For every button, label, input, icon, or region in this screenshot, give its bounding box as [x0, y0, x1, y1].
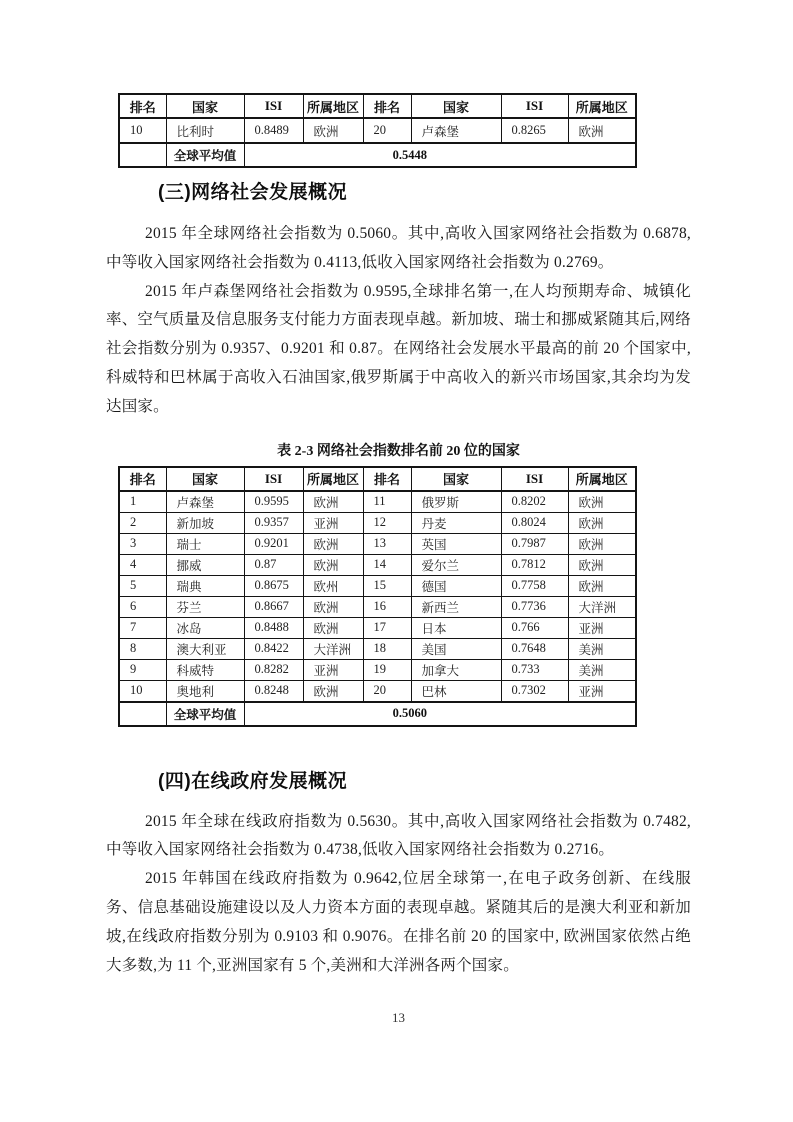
- table-row: [119, 596, 636, 617]
- table-cell: 10: [119, 680, 166, 702]
- table-cell: 0.8422: [244, 638, 303, 659]
- table-row: [119, 659, 636, 680]
- table-cell: 科威特: [166, 659, 244, 680]
- table-cell: 大洋洲: [303, 638, 363, 659]
- table-footer-empty-cell: [119, 702, 166, 726]
- table-cell: 欧洲: [303, 491, 363, 513]
- table-cell: 2: [119, 512, 166, 533]
- table-row: [119, 118, 636, 143]
- table-cell: 瑞典: [166, 575, 244, 596]
- table-header-cell: 排名: [119, 94, 166, 118]
- table-cell: 澳大利亚: [166, 638, 244, 659]
- table-cell: 欧洲: [303, 533, 363, 554]
- table-cell: 18: [363, 638, 411, 659]
- table-cell: 12: [363, 512, 411, 533]
- table-footer-row: [119, 702, 636, 726]
- table-cell: 巴林: [411, 680, 501, 702]
- table-header-cell: 所属地区: [568, 467, 636, 491]
- table-cell: 欧洲: [568, 533, 636, 554]
- table-row: [119, 638, 636, 659]
- section-4-paragraph-1: 2015 年全球在线政府指数为 0.5630。其中,高收入国家网络社会指数为 0.7482,中等收入国家网络社会指数为 0.4738,低收入国家网络社会指数为 0.2716。: [106, 812, 691, 859]
- table-cell: 6: [119, 596, 166, 617]
- table-cell: 俄罗斯: [411, 491, 501, 513]
- table-cell: 0.9201: [244, 533, 303, 554]
- table-row: [119, 491, 636, 513]
- table-row: [119, 680, 636, 702]
- section-3-paragraph-1: 2015 年全球网络社会指数为 0.5060。其中,高收入国家网络社会指数为 0.6878,中等收入国家网络社会指数为 0.4113,低收入国家网络社会指数为 0.2769。: [106, 225, 691, 271]
- table-footer-label: 全球平均值: [166, 702, 244, 726]
- table-header-cell: 所属地区: [303, 467, 363, 491]
- table-header-cell: 国家: [411, 467, 501, 491]
- table-cell: 13: [363, 533, 411, 554]
- isi-table: [118, 466, 637, 727]
- table-cell: 亚洲: [568, 617, 636, 638]
- table-cell: 卢森堡: [411, 118, 501, 143]
- table-cell: 0.8675: [244, 575, 303, 596]
- table-cell: 英国: [411, 533, 501, 554]
- table-header-cell: 国家: [166, 467, 244, 491]
- table-cell: 冰岛: [166, 617, 244, 638]
- table-cell: 欧洲: [568, 554, 636, 575]
- table-header-cell: 所属地区: [303, 94, 363, 118]
- table-cell: 0.8024: [501, 512, 568, 533]
- table-cell: 日本: [411, 617, 501, 638]
- table-header-cell: 排名: [119, 467, 166, 491]
- table-cell: 美洲: [568, 659, 636, 680]
- table-cell: 德国: [411, 575, 501, 596]
- table-footer-empty-cell: [119, 143, 166, 167]
- table-cell: 9: [119, 659, 166, 680]
- table-header-cell: 国家: [166, 94, 244, 118]
- table-cell: 0.87: [244, 554, 303, 575]
- table-cell: 0.8488: [244, 617, 303, 638]
- table-header-cell: ISI: [244, 467, 303, 491]
- table-2-3-caption: 表 2-3 网络社会指数排名前 20 位的国家: [277, 443, 520, 459]
- table-cell: 0.7302: [501, 680, 568, 702]
- section-3-paragraph-2: 2015 年卢森堡网络社会指数为 0.9595,全球排名第一,在人均预期寿命、城镇化率、空气质量及信息服务支付能力方面表现卓越。新加坡、瑞士和挪威紧随其后,网络社会指数分别为 0.9357、0.9201 和 0.87。在网络社会发展水平最高的前 20 个国家中,科威特和巴林属于高收入石油国家,俄罗斯属于中高收入的新兴市场国家,其余均为发达国家。: [106, 282, 691, 415]
- table-cell: 瑞士: [166, 533, 244, 554]
- table-cell: 加拿大: [411, 659, 501, 680]
- table-cell: 新西兰: [411, 596, 501, 617]
- table-cell: 欧洲: [568, 575, 636, 596]
- table-row: [119, 533, 636, 554]
- table-cell: 欧洲: [568, 512, 636, 533]
- table-row: [119, 617, 636, 638]
- table-footer-value: 0.5448: [244, 143, 636, 167]
- table-cell: 大洋洲: [568, 596, 636, 617]
- table-cell: 0.8282: [244, 659, 303, 680]
- table-footer-value: 0.5060: [244, 702, 636, 726]
- table-cell: 10: [119, 118, 166, 143]
- table-header-cell: 排名: [363, 94, 411, 118]
- table-cell: 5: [119, 575, 166, 596]
- table-cell: 20: [363, 118, 411, 143]
- table-cell: 17: [363, 617, 411, 638]
- table-cell: 3: [119, 533, 166, 554]
- table-header-cell: ISI: [501, 94, 568, 118]
- table-cell: 欧洲: [303, 596, 363, 617]
- table-header-cell: 国家: [411, 94, 501, 118]
- table-footer-row: [119, 143, 636, 167]
- table-cell: 0.9357: [244, 512, 303, 533]
- table-cell: 0.8248: [244, 680, 303, 702]
- table-cell: 亚洲: [568, 680, 636, 702]
- table-cell: 欧洲: [568, 118, 636, 143]
- table-cell: 0.9595: [244, 491, 303, 513]
- table-cell: 美国: [411, 638, 501, 659]
- table-cell: 爱尔兰: [411, 554, 501, 575]
- table-cell: 0.8265: [501, 118, 568, 143]
- table-cell: 欧洲: [303, 680, 363, 702]
- table-header-cell: ISI: [501, 467, 568, 491]
- table-cell: 14: [363, 554, 411, 575]
- table-row: [119, 512, 636, 533]
- table-cell: 4: [119, 554, 166, 575]
- table-cell: 0.7812: [501, 554, 568, 575]
- top-table: [118, 93, 637, 168]
- table-cell: 0.8489: [244, 118, 303, 143]
- table-cell: 7: [119, 617, 166, 638]
- table-header-row: [119, 467, 636, 491]
- table-cell: 0.8202: [501, 491, 568, 513]
- table-cell: 亚洲: [303, 512, 363, 533]
- table-cell: 欧洲: [303, 617, 363, 638]
- table-cell: 0.7648: [501, 638, 568, 659]
- table-cell: 欧洲: [568, 491, 636, 513]
- table-cell: 亚洲: [303, 659, 363, 680]
- table-footer-label: 全球平均值: [166, 143, 244, 167]
- table-cell: 1: [119, 491, 166, 513]
- page-number: 13: [392, 1010, 405, 1026]
- table-cell: 欧州: [303, 575, 363, 596]
- table-row: [119, 575, 636, 596]
- table-cell: 卢森堡: [166, 491, 244, 513]
- table-cell: 0.733: [501, 659, 568, 680]
- table-header-cell: 所属地区: [568, 94, 636, 118]
- table-cell: 比利时: [166, 118, 244, 143]
- table-cell: 欧洲: [303, 118, 363, 143]
- table-cell: 奥地利: [166, 680, 244, 702]
- table-row: [119, 554, 636, 575]
- section-4-heading: (四)在线政府发展概况: [158, 770, 348, 792]
- table-cell: 芬兰: [166, 596, 244, 617]
- table-cell: 11: [363, 491, 411, 513]
- section-4-paragraph-2: 2015 年韩国在线政府指数为 0.9642,位居全球第一,在电子政务创新、在线服务、信息基础设施建设以及人力资本方面的表现卓越。紧随其后的是澳大利亚和新加坡,在线政府指数分别为 0.9103 和 0.9076。在排名前 20 的国家中, 欧洲国家依然占绝大多数,为 11 个,亚洲国家有 5 个,美洲和大洋洲各两个国家。: [106, 870, 691, 974]
- table-cell: 20: [363, 680, 411, 702]
- table-header-row: [119, 94, 636, 118]
- table-cell: 新加坡: [166, 512, 244, 533]
- table-cell: 欧洲: [303, 554, 363, 575]
- table-cell: 0.7736: [501, 596, 568, 617]
- table-cell: 8: [119, 638, 166, 659]
- table-cell: 19: [363, 659, 411, 680]
- table-header-cell: 排名: [363, 467, 411, 491]
- table-cell: 0.7758: [501, 575, 568, 596]
- table-cell: 15: [363, 575, 411, 596]
- table-cell: 挪威: [166, 554, 244, 575]
- table-cell: 0.8667: [244, 596, 303, 617]
- section-3-heading: (三)网络社会发展概况: [158, 182, 348, 203]
- table-cell: 0.7987: [501, 533, 568, 554]
- table-cell: 丹麦: [411, 512, 501, 533]
- table-cell: 0.766: [501, 617, 568, 638]
- table-cell: 美洲: [568, 638, 636, 659]
- table-cell: 16: [363, 596, 411, 617]
- table-header-cell: ISI: [244, 94, 303, 118]
